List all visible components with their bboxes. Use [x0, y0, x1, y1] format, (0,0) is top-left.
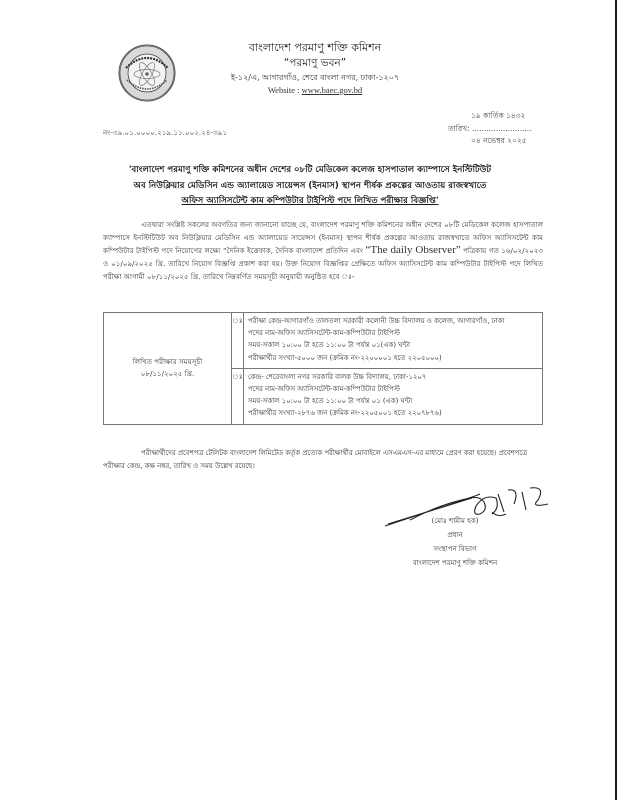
para1-text-b: পত্রিকায় গত ১৬/০২/২০২৩ ও ০১/০৯/২০২৫ খ্রি. তারিখে নিয়োগ বিজ্ঞপ্তি প্রকাশ করা হয়। উক্ত নিয়োগ বিজ্ঞপ্তির প্রেক্ষিতে অফিস অ্যাসিসটেন্ট কাম কম্পিউটার টাইপিস্ট পদে লিখিত পরীক্ষা আগামী ০৮/১১/২০২৫ খ্রি. তারিখে নিম্নবর্ণিত সময়সূচী অনুযায়ী অনুষ্ঠিত হবে ঃ-: [103, 246, 543, 281]
website-label: Website :: [267, 85, 302, 95]
date-block: [448, 110, 568, 148]
signatory-name: (মোঃ শামীম হক): [431, 517, 479, 525]
website-link[interactable]: www.baec.gov.bd: [301, 85, 363, 95]
building-name: “পরমাণু ভবন”: [283, 57, 347, 69]
colon-cell: ঃ: [232, 313, 244, 369]
colon-cell: ঃ: [232, 368, 244, 424]
exam-schedule-table: [103, 312, 543, 425]
signatory-division: সংস্থাপন বিভাগ: [433, 545, 477, 553]
letterhead: [190, 40, 440, 96]
signatory-designation: প্রধান: [447, 531, 463, 539]
date-label: তারিখ:: [448, 123, 472, 133]
post-name: পদের নাম-অফিস অ্যাসিসটেন্ট-কাম-কম্পিউটার টাইপিস্ট: [248, 385, 400, 394]
schedule-date: ০৮/১১/২০২৫ খ্রি.: [140, 369, 195, 379]
candidate-count: পরীক্ষার্থীর সংখ্যা-৫০০০ জন (ক্রমিক নং-২২০০০০১ হতে ২২০৫০০০): [248, 353, 442, 362]
exam-time: সময়-সকাল ১০:০০ টা হতে ১১:০০ টা পর্যন্ত ০১ (এক) ঘন্টা: [248, 397, 413, 406]
date-dots: .........................: [471, 123, 532, 133]
title-line-1: 'বাংলাদেশ পরমাণু শক্তি কমিশনের অধীন দেশের ০৮টি মেডিকেল কলেজ হাসপাতাল ক্যাম্পাসে ইনস্টিটিউট: [128, 165, 492, 175]
signatory-organization: বাংলাদেশ পরমাণু শক্তি কমিশন: [412, 559, 498, 567]
exam-center: পরীক্ষা কেন্দ্র-আগারগাঁও তালতলা সরকারী কলোনী উচ্চ বিদ্যালয় ও কলেজ, আগারগাঁও, ঢাকা: [248, 317, 505, 325]
exam-center-details: [244, 368, 543, 424]
candidate-count: পরীক্ষার্থীর সংখ্যা-২৮৭৬ জন (ক্রমিক নং-২২০৫০০১ হতে ২২০৭৮৭৬): [248, 409, 442, 418]
notice-body-paragraph: [103, 218, 543, 283]
website-line: [190, 84, 440, 96]
gregorian-date: ০৪ নভেম্বর ২০২৫: [471, 136, 527, 145]
schedule-label-cell: [104, 313, 232, 425]
para1-text-a: এতদ্বারা সংশ্লিষ্ট সকলের অবগতির জন্য জানানো যাচ্ছে যে, বাংলাদেশ পরমাণু শক্তি কমিশনের অধীন দেশের ০৮টি মেডিকেল কলেজ হাসপাতাল ক্যাম্পাসে ইনস্টিটিউট অব নিউক্লিয়ার মেডিসিন এন্ড অ্যালায়েড সায়েন্সস (ইনমাস) স্থাপন শীর্ষক প্রকল্পের আওতায় রাজস্বখাতে অফিস অ্যাসিসটেন্ট কাম কম্পিউটার টাইপিস্ট পদে নিয়োগের লক্ষ্যে “দৈনিক ইত্তেফাক, দৈনিক বাংলাদেশ প্রতিদিন এবং: [103, 220, 543, 255]
newspaper-name: “The daily Observer”: [365, 244, 461, 256]
notice-title: [80, 163, 540, 210]
para2-text: পরীক্ষার্থীদের প্রবেশপত্র টেলিটক বাংলাদেশ লিমিটেড কর্তৃক প্রত্যেক পরীক্ষার্থীর মোবাইলে এসএমএস-এর মাধ্যমে প্রেরণ করা হয়েছে। প্রবেশপত্রে পরীক্ষার কেন্দ্র, কক্ষ নম্বর, তারিখ ও সময় উল্লেখ রয়েছে।: [103, 449, 528, 470]
signatory-block: [380, 514, 530, 570]
exam-center: কেন্দ্র- শেরেবাংলা নগর সরকারি বালক উচ্চ বিদ্যালয়, ঢাকা-১২০৭: [248, 372, 427, 381]
table-row: [104, 313, 543, 369]
bangla-date: ১৯ কার্তিক ১৪৩২: [471, 111, 526, 120]
baec-logo-icon: [118, 44, 176, 102]
org-name: বাংলাদেশ পরমাণু শক্তি কমিশন: [248, 41, 382, 54]
address: ই-১২/এ, আগারগাঁও, শেরে বাংলা নগর, ঢাকা-১২০৭: [230, 73, 400, 82]
title-line-3: অফিস অ্যাসিসটেন্ট কাম কম্পিউটার টাইপিস্ট পদে লিখিত পরীক্ষার বিজ্ঞপ্তি': [181, 196, 439, 206]
admit-card-paragraph: [103, 447, 543, 473]
exam-time: সময়-সকাল ১০:০০ টা হতে ১১:০০ টা পর্যন্ত ০১(এক) ঘন্টা: [248, 341, 410, 350]
title-line-2: অব নিউক্লিয়ার মেডিসিন এন্ড অ্যালায়েড সায়েন্সস (ইনমাস) স্থাপন শীর্ষক প্রকল্পের আওতায় রাজস্বখাতে: [133, 180, 487, 191]
exam-center-details: [244, 313, 543, 369]
date-label-row: [448, 123, 568, 136]
page-edge-line: [615, 0, 617, 800]
post-name: পদের নাম-অফিস অ্যাসিসটেন্ট-কাম-কম্পিউটার টাইপিস্ট: [248, 329, 400, 338]
memo-reference-number: নং-৩৯.০১.০০০০.২১৯.১১.০০২.২৪-৩৯১: [103, 129, 228, 137]
schedule-label: লিখিত পরীক্ষার সময়সূচী: [132, 357, 203, 367]
